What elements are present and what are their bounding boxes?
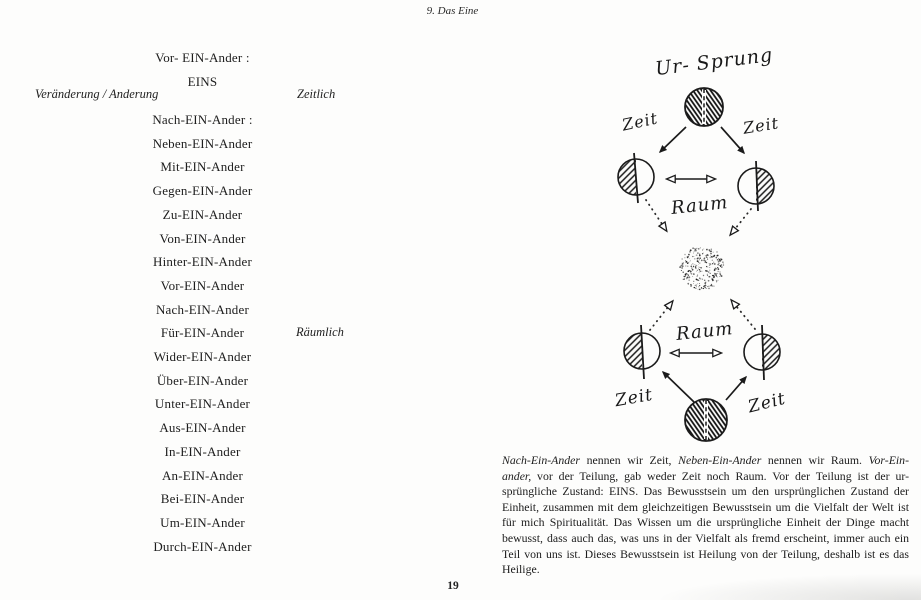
- annotation-veraenderung: Veränderung / Anderung: [35, 87, 159, 101]
- dotted-connector-tl: [646, 200, 666, 230]
- paragraph-segment: vor der Teilung, gab weder Zeit noch Raum. Vor der Teilung ist der ur-sprüngliche Zustand: EINS. Das Bewusstsein um den ursprünglichen Zustand der Einheit, zusammen mit dem gleichzeitigen Bewusstsein um die Vielfalt der Welt ist für mich Spiritualität. Das Wissen um die ursprüngliche Einheit der Dinge macht bewusst, dass auch das, was uns in der Vielfalt als fremd erscheint, immer auch ein Teil von uns ist. Dieses Bewusstsein ist Heilung von der Teilung, deshalb ist es das Heilige.: [502, 468, 909, 577]
- dotted-connector-br: [732, 301, 755, 329]
- list-item: In-EIN-Ander: [164, 443, 241, 459]
- running-header: 9. Das Eine: [426, 5, 479, 17]
- zeit-arrow-top-left: [660, 127, 686, 152]
- body-paragraph: [502, 453, 909, 578]
- list-item: Gegen-EIN-Ander: [152, 183, 253, 199]
- half-circle-bottom-left: [624, 325, 660, 379]
- zeit-arrow-top-right: [721, 127, 744, 153]
- list-item: Neben-EIN-Ander: [152, 135, 253, 151]
- paragraph-segment: nennen wir Raum.: [761, 453, 869, 467]
- handwritten-ursprung-label: Ur- Sprung: [654, 43, 775, 81]
- list-item: Bei-EIN-Ander: [160, 491, 245, 507]
- list-item: Hinter-EIN-Ander: [153, 254, 252, 270]
- handwritten-zeit-label: Zeit: [746, 388, 789, 418]
- annotation-zeitlich: Zeitlich: [297, 87, 336, 101]
- list-item: An-EIN-Ander: [161, 467, 244, 483]
- list-item: Vor-EIN-Ander: [160, 277, 245, 293]
- half-circle-bottom-right: [744, 325, 780, 380]
- origin-circle-top: [685, 88, 723, 126]
- zeit-arrow-bottom-left: [663, 372, 694, 402]
- page-edge-shadow: [661, 574, 921, 600]
- paragraph-italic-segment: Vor-Ein-ander,: [502, 453, 909, 483]
- list-item: Um-EIN-Ander: [160, 514, 245, 530]
- paragraph-italic-segment: Nach-Ein-Ander: [502, 453, 580, 467]
- dotted-connector-tr: [731, 209, 751, 234]
- list-item: Nach-EIN-Ander :: [152, 112, 253, 127]
- stippled-circle: [679, 247, 724, 290]
- list-item: Unter-EIN-Ander: [154, 396, 251, 412]
- handwritten-raum-label: Raum: [670, 192, 730, 219]
- list-item: Aus-EIN-Ander: [159, 420, 246, 436]
- paragraph-italic-segment: Neben-Ein-Ander: [678, 453, 762, 467]
- list-item: Vor- EIN-Ander :: [155, 50, 250, 65]
- handwritten-zeit-label: Zeit: [620, 108, 660, 135]
- list-item: EINS: [187, 73, 218, 89]
- list-item: Wider-EIN-Ander: [153, 349, 252, 365]
- list-item: Mit-EIN-Ander: [160, 159, 245, 175]
- handwritten-raum-label: Raum: [675, 318, 735, 345]
- handwritten-zeit-label: Zeit: [613, 384, 655, 412]
- dotted-connector-bl: [650, 302, 672, 330]
- origin-circle-bottom: [685, 399, 727, 441]
- list-item: Von-EIN-Ander: [159, 230, 246, 246]
- half-circle-top-right: [738, 161, 774, 211]
- handwritten-zeit-label: Zeit: [741, 113, 781, 138]
- annotation-raeumlich: Räumlich: [296, 325, 344, 339]
- list-item: Zu-EIN-Ander: [162, 206, 243, 222]
- list-item: Nach-EIN-Ander: [155, 301, 250, 317]
- list-item: Über-EIN-Ander: [156, 372, 249, 388]
- list-item: Durch-EIN-Ander: [153, 538, 252, 554]
- page-number: 19: [447, 580, 459, 592]
- zeit-arrow-bottom-right: [726, 377, 746, 400]
- half-circle-top-left: [618, 153, 654, 203]
- list-item: Für-EIN-Ander: [160, 325, 245, 341]
- paragraph-segment: nennen wir Zeit,: [579, 453, 679, 467]
